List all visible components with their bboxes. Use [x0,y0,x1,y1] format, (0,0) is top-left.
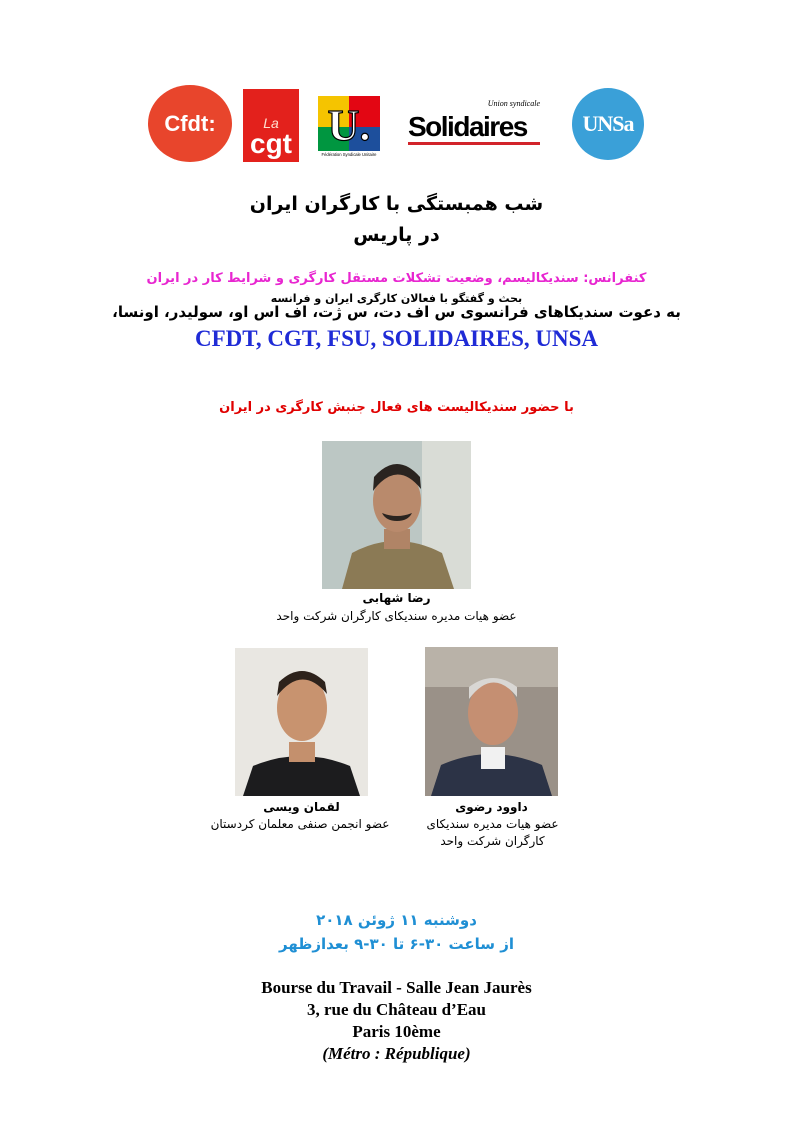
venue-name: Bourse du Travail - Salle Jean Jaurès [261,978,532,997]
cfdt-logo-text: Cfdt: [164,110,216,136]
speaker-2-name: لقمان ویسی [263,800,340,814]
unsa-logo-text: UNSa [582,111,634,136]
unions-list: CFDT, CGT, FSU, SOLIDAIRES, UNSA [195,326,598,351]
conference-subtitle: بحث و گفتگو با فعالان کارگری ایران و فرانسه [270,292,523,305]
fsu-logo-subtitle: Fédération Syndicale Unitaire [321,152,377,157]
event-time: از ساعت ۳۰-۶ تا ۳۰-۹ بعدازظهر [279,935,514,953]
solidaires-logo-top: Union syndicale [487,99,540,108]
invitation-text: به دعوت سندیکاهای فرانسوی س اف دت، س ژت، اف اس او، سولیدر، اونسا، [112,303,681,321]
solidaires-logo-text: Solidaires [408,111,527,142]
speaker-1-name: رضا شهابی [362,591,431,605]
venue-city: Paris 10ème [352,1022,441,1041]
venue-street: 3, rue du Château d’Eau [306,1000,486,1019]
speaker-3-name: داوود رضوی [455,800,528,814]
event-date: دوشنبه ۱۱ ژوئن ۲۰۱۸ [316,911,477,929]
speaker-3-role-line2: کارگران شرکت واحد [440,834,545,848]
speaker-photo-3 [425,647,558,796]
speaker-1-role: عضو هیات مدیره سندیکای کارگران شرکت واحد [276,609,517,623]
title-line-2: در پاریس [353,224,440,246]
conference-title: کنفرانس: سندیکالیسم، وضعیت تشکلات مستقل کارگری و شرایط کار در ایران [146,271,647,286]
cgt-logo-script: La [263,115,279,131]
speaker-3-role: عضو هیات مدیره سندیکای [426,817,559,831]
speaker-photo-1 [322,441,471,589]
presence-text: با حضور سندیکالیست های فعال جنبش کارگری در ایران [219,400,574,415]
speaker-photo-2 [235,648,368,796]
cgt-logo-text: cgt [250,128,292,159]
solidaires-logo [408,100,544,148]
venue-metro: (Métro : République) [322,1044,471,1063]
solidaires-logo-bar [408,142,540,145]
unsa-logo [572,88,644,160]
fsu-logo [318,96,380,158]
cfdt-logo [148,85,232,162]
title-line-1: شب همبستگی با کارگران ایران [249,193,544,215]
cgt-logo [243,89,299,162]
fsu-logo-text: U. [327,101,371,150]
speaker-2-role: عضو انجمن صنفی معلمان کردستان [210,817,390,831]
